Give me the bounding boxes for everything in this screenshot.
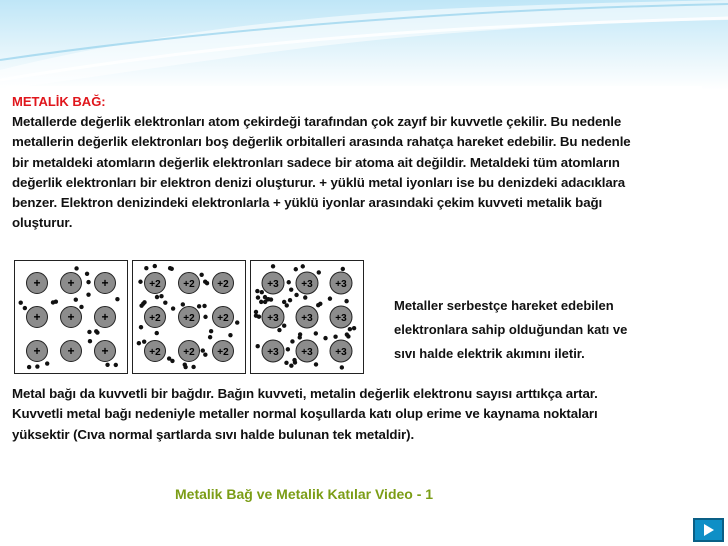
- electron-dot: [259, 300, 263, 304]
- electron-dot: [85, 272, 89, 276]
- ion-charge-label: +3: [335, 279, 347, 290]
- electron-dot: [314, 362, 318, 366]
- electron-dot: [255, 289, 259, 293]
- ion-charge-label: +: [33, 276, 41, 290]
- electron-dot: [285, 303, 289, 307]
- electron-dot: [352, 326, 356, 330]
- electron-sea-diagram-1: [14, 260, 128, 374]
- electron-dot: [139, 325, 143, 329]
- electron-dot: [203, 352, 207, 356]
- paragraph-line: değerlik elektronları bir elektron denizi oluşturur. + yüklü metal iyonları ise bu denizdeki adacıklara: [12, 174, 626, 190]
- ion-charge-label: +: [67, 344, 75, 358]
- electron-dot: [294, 293, 298, 297]
- electron-sea-svg: [133, 261, 245, 373]
- electron-dot: [23, 306, 27, 310]
- electron-dot: [284, 361, 288, 365]
- ion-charge-label: +3: [335, 313, 347, 324]
- electron-dot: [86, 292, 90, 296]
- electron-dot: [317, 270, 321, 274]
- electron-dot: [45, 361, 49, 365]
- electron-dot: [79, 305, 83, 309]
- electron-dot: [163, 300, 167, 304]
- electron-dot: [260, 290, 264, 294]
- electron-dot: [209, 329, 213, 333]
- electron-dot: [35, 364, 39, 368]
- electron-dot: [114, 363, 118, 367]
- electron-dot: [256, 344, 260, 348]
- paragraph-line: oluşturur.: [12, 215, 73, 231]
- electron-dot: [314, 331, 318, 335]
- electron-dot: [167, 356, 171, 360]
- paragraph-line: yüksektir (Cıva normal şartlarda sıvı halde bulunan tek metaldir).: [12, 426, 415, 442]
- paragraph-line: metallerin değerlik elektronları boş değerlik orbitalleri arasında rahatça hareket edebilir. Bu nedenle: [12, 134, 631, 150]
- electron-dot: [138, 280, 142, 284]
- electron-dot: [203, 315, 207, 319]
- electron-dot: [235, 320, 239, 324]
- caption-line: elektronlara sahip olduğundan katı ve: [394, 322, 628, 337]
- ion-charge-label: +: [67, 310, 75, 324]
- electron-dot: [155, 331, 159, 335]
- electron-dot: [289, 363, 293, 367]
- electron-dot: [286, 347, 290, 351]
- electron-dot: [137, 341, 141, 345]
- wave-decoration: [0, 0, 728, 90]
- ion-charge-label: +2: [149, 313, 161, 324]
- caption-line: Metaller serbestçe hareket edebilen: [394, 298, 614, 313]
- electron-dot: [86, 280, 90, 284]
- ion-charge-label: +3: [301, 347, 313, 358]
- paragraph-line: Metallerde değerlik elektronları atom çekirdeği tarafından çok zayıf bir kuvvetle çekilir. Bu nedenle: [12, 114, 622, 129]
- electron-dot: [139, 303, 143, 307]
- electron-dot: [298, 335, 302, 339]
- electron-dot: [171, 306, 175, 310]
- electron-dot: [341, 267, 345, 271]
- electron-dot: [19, 300, 23, 304]
- electron-dot: [348, 327, 352, 331]
- ion-charge-label: +: [101, 276, 109, 290]
- ion-charge-label: +2: [149, 347, 161, 358]
- ion-charge-label: +: [67, 276, 75, 290]
- electron-dot: [74, 297, 78, 301]
- electron-dot: [181, 302, 185, 306]
- ion-charge-label: +3: [301, 313, 313, 324]
- ion-charge-label: +2: [183, 313, 195, 324]
- electron-sea-svg: [251, 261, 363, 373]
- electron-dot: [228, 333, 232, 337]
- electron-dot: [277, 328, 281, 332]
- electron-dot: [115, 297, 119, 301]
- paragraph-line: Metal bağı da kuvvetli bir bağdır. Bağın kuvveti, metalin değerlik elektronu sayısı arttıkça artar.: [12, 386, 598, 401]
- ion-charge-label: +3: [267, 347, 279, 358]
- electron-sea-diagram-2: [132, 260, 246, 374]
- ion-charge-label: +: [33, 344, 41, 358]
- next-slide-icon: [695, 520, 722, 540]
- bond-strength-paragraph: [12, 384, 696, 445]
- diagram-caption: [394, 294, 684, 366]
- ion-charge-label: +3: [301, 279, 313, 290]
- electron-dot: [265, 297, 269, 301]
- electron-dot: [199, 273, 203, 277]
- paragraph-line: bir metaldeki atomların değerlik elektronları sadece bir atoma ait değildir. Metaldeki tüm atomların: [12, 154, 620, 170]
- electron-dot: [202, 304, 206, 308]
- ion-charge-label: +2: [183, 347, 195, 358]
- ion-charge-label: +2: [217, 313, 229, 324]
- electron-dot: [328, 296, 332, 300]
- ion-charge-label: +3: [267, 279, 279, 290]
- ion-charge-label: +: [101, 310, 109, 324]
- electron-dot: [287, 280, 291, 284]
- electron-dot: [294, 267, 298, 271]
- electron-dot: [301, 264, 305, 268]
- electron-dot: [170, 267, 174, 271]
- ion-charge-label: +: [101, 344, 109, 358]
- electron-dot: [303, 295, 307, 299]
- electron-dot: [87, 330, 91, 334]
- section-heading: METALİK BAĞ:: [12, 94, 106, 109]
- ion-charge-label: +3: [267, 313, 279, 324]
- paragraph-line: benzer. Elektron denizindeki elektronlarla + yüklü iyonlar arasındaki çekim kuvveti metalik bağı: [12, 195, 603, 211]
- electron-dot: [27, 365, 31, 369]
- next-slide-button[interactable]: [693, 518, 724, 542]
- electron-dot: [159, 294, 163, 298]
- ion-charge-label: +2: [217, 279, 229, 290]
- electron-dot: [271, 264, 275, 268]
- electron-dot: [183, 365, 187, 369]
- ion-charge-label: +: [33, 310, 41, 324]
- electron-dot: [289, 287, 293, 291]
- electron-dot: [191, 365, 195, 369]
- electron-sea-svg: [15, 261, 127, 373]
- electron-dot: [333, 334, 337, 338]
- electron-dot: [340, 365, 344, 369]
- electron-dot: [346, 334, 350, 338]
- ion-charge-label: +3: [335, 347, 347, 358]
- electron-dot: [256, 295, 260, 299]
- electron-dot: [142, 339, 146, 343]
- electron-dot: [155, 295, 159, 299]
- electron-dot: [323, 336, 327, 340]
- electron-dot: [288, 298, 292, 302]
- electron-dot: [105, 363, 109, 367]
- electron-dot: [94, 329, 98, 333]
- video-link[interactable]: Metalik Bağ ve Metalik Katılar Video - 1: [175, 486, 434, 502]
- electron-dot: [344, 299, 348, 303]
- electron-dot: [201, 348, 205, 352]
- ion-charge-label: +2: [183, 279, 195, 290]
- electron-dot: [282, 324, 286, 328]
- electron-dot: [51, 300, 55, 304]
- electron-dot: [318, 302, 322, 306]
- electron-dot: [292, 358, 296, 362]
- electron-dot: [74, 266, 78, 270]
- ion-charge-label: +2: [149, 279, 161, 290]
- electron-dot: [208, 335, 212, 339]
- caption-line: sıvı halde elektrik akımını iletir.: [394, 346, 585, 361]
- ion-charge-label: +2: [217, 347, 229, 358]
- header-decoration: [0, 0, 728, 90]
- electron-sea-diagram-3: [250, 260, 364, 374]
- textbook-scan: [6, 86, 702, 464]
- electron-dot: [153, 264, 157, 268]
- paragraph-line: Kuvvetli metal bağı nedeniyle metaller normal koşullarda katı olup erime ve kaynama noktaları: [12, 406, 598, 422]
- electron-dot: [144, 266, 148, 270]
- electron-dot: [88, 339, 92, 343]
- electron-dot: [254, 310, 258, 314]
- electron-dot: [257, 314, 261, 318]
- electron-dot: [205, 281, 209, 285]
- intro-paragraph: [12, 112, 696, 234]
- electron-dot: [197, 304, 201, 308]
- electron-dot: [290, 339, 294, 343]
